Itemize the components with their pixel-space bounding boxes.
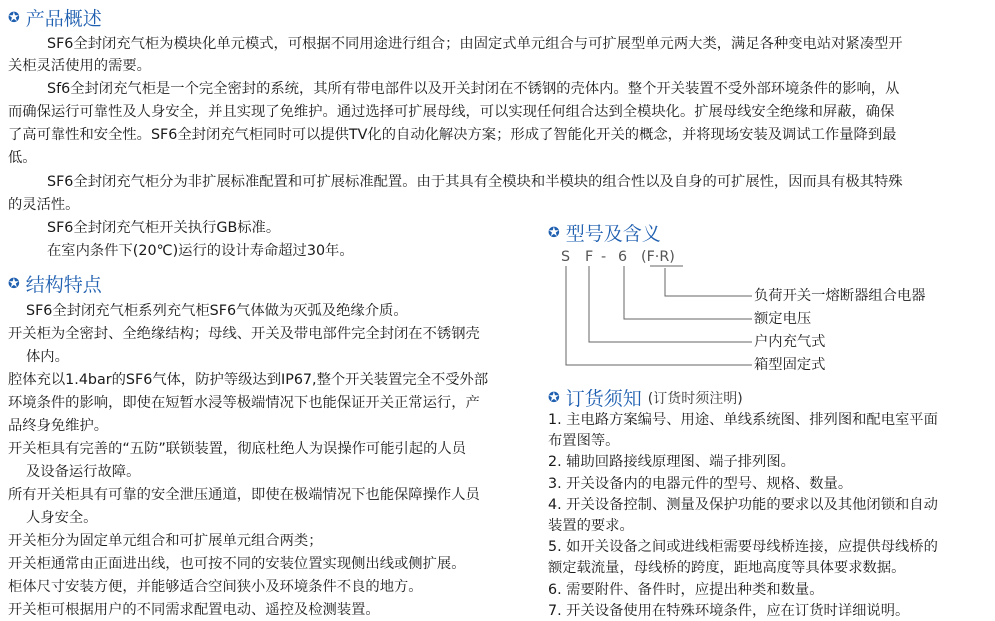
ordering-line: 6. 需要附件、备件时，应提出种类和数量。 xyxy=(548,581,824,598)
structure-line: SF6全封闭充气柜系列充气柜SF6气体做为灭弧及绝缘介质。 xyxy=(26,303,408,319)
star-icon: ✪ xyxy=(548,389,560,406)
ordering-note: (订货时须注明) xyxy=(647,390,743,407)
ordering-heading xyxy=(548,384,743,411)
model-meaning: 负荷开关一熔断器组合电器 xyxy=(754,288,926,304)
overview-line: SF6全封闭充气柜为模块化单元模式，可根据不同用途进行组合；由固定式单元组合与可扩展型单元两大类，满足各种变电站对紧凑型开 xyxy=(47,36,903,52)
ordering-line: 7. 开关设备使用在特殊环境条件，应在订货时详细说明。 xyxy=(548,602,910,619)
model-code-dash: - xyxy=(601,249,607,265)
structure-line: 品终身免维护。 xyxy=(8,418,109,434)
overview-line: 的灵活性。 xyxy=(8,197,80,213)
structure-line: 所有开关柜具有可靠的安全泄压通道，即使在极端情况下也能保障操作人员 xyxy=(8,487,480,503)
model-code-fr: (F·R) xyxy=(641,249,675,265)
structure-line: 环境条件的影响，即使在短暂水浸等极端情况下也能保证开关正常运行，产 xyxy=(8,395,480,411)
ordering-line: 布置图等。 xyxy=(548,433,620,450)
overview-line: 低。 xyxy=(8,150,37,166)
structure-line: 开关柜通常由正面进出线，也可按不同的安装位置实现侧出线或侧扩展。 xyxy=(8,556,466,572)
structure-line: 开关柜为全密封、全绝缘结构；母线、开关及带电部件完全封闭在不锈钢壳 xyxy=(8,326,480,342)
ordering-line: 1. 主电路方案编号、用途、单线系统图、排列图和配电室平面 xyxy=(548,412,938,428)
ordering-line: 2. 辅助回路接线原理图、端子排列图。 xyxy=(548,454,795,471)
overview-line: 在室内条件下(20℃)运行的设计寿命超过30年。 xyxy=(47,243,354,259)
structure-line: 人身安全。 xyxy=(26,510,98,526)
structure-title: 结构特点 xyxy=(25,274,102,296)
structure-line: 开关柜具有完善的“五防”联锁装置，彻底杜绝人为误操作可能引起的人员 xyxy=(8,441,467,457)
overview-line: 关柜灵活使用的需要。 xyxy=(8,58,151,74)
model-meaning: 户内充气式 xyxy=(754,334,826,350)
ordering-line: 3. 开关设备内的电器元件的型号、规格、数量。 xyxy=(548,475,853,492)
ordering-line: 装置的要求。 xyxy=(548,518,634,534)
model-meaning: 箱型固定式 xyxy=(754,357,826,373)
structure-line: 体内。 xyxy=(26,349,69,365)
structure-line: 开关柜可根据用户的不同需求配置电动、遥控及检测装置。 xyxy=(8,602,380,618)
model-meaning: 额定电压 xyxy=(754,311,812,327)
overview-line: 了高可靠性和安全性。SF6全封闭充气柜同时可以提供TV化的自动化解决方案；形成了智能化开关的概念，并将现场安装及调试工作量降到最 xyxy=(8,127,897,143)
overview-line: Sf6全封闭充气柜是一个完全密封的系统，其所有带电部件以及开关封闭在不锈钢的壳体内。整个开关装置不受外部环境条件的影响，从 xyxy=(47,81,900,97)
model-code-6: 6 xyxy=(618,249,628,265)
ordering-title: 订货须知 xyxy=(565,388,642,410)
overview-line: SF6全封闭充气柜分为非扩展标准配置和可扩展标准配置。由于其具有全模块和半模块的组合性以及自身的可扩展性，因而具有极其特殊 xyxy=(47,174,903,190)
ordering-line: 5. 如开关设备之间或进线柜需要母线桥连接，应提供母线桥的 xyxy=(548,539,938,556)
structure-line: 腔体充以1.4bar的SF6气体，防护等级达到IP67,整个开关装置完全不受外部 xyxy=(8,372,489,388)
structure-line: 柜体尺寸安装方便，并能够适合空间狭小及环境条件不良的地方。 xyxy=(8,579,423,595)
model-title: 型号及含义 xyxy=(565,223,661,245)
structure-line: 开关柜分为固定单元组合和可扩展单元组合两类； xyxy=(8,533,323,549)
overview-line: SF6全封闭充气柜开关执行GB标准。 xyxy=(47,220,281,236)
ordering-line: 4. 开关设备控制、测量及保护功能的要求以及其他闭锁和自动 xyxy=(548,496,938,513)
overview-line: 而确保运行可靠性及人身安全，并且实现了免维护。通过选择可扩展母线，可以实现任何组合达到全模块化。扩展母线安全绝缘和屏蔽，确保 xyxy=(8,104,895,120)
star-icon: ✪ xyxy=(548,224,560,241)
structure-line: 及设备运行故障。 xyxy=(26,464,141,480)
star-icon: ✪ xyxy=(8,275,20,292)
star-icon: ✪ xyxy=(8,9,20,26)
model-code-f: F xyxy=(585,249,594,265)
model-code-s: S xyxy=(561,249,571,265)
overview-title: 产品概述 xyxy=(25,8,102,30)
ordering-line: 额定载流量，母线桥的跨度，距地高度等具体要求数据。 xyxy=(548,560,906,577)
